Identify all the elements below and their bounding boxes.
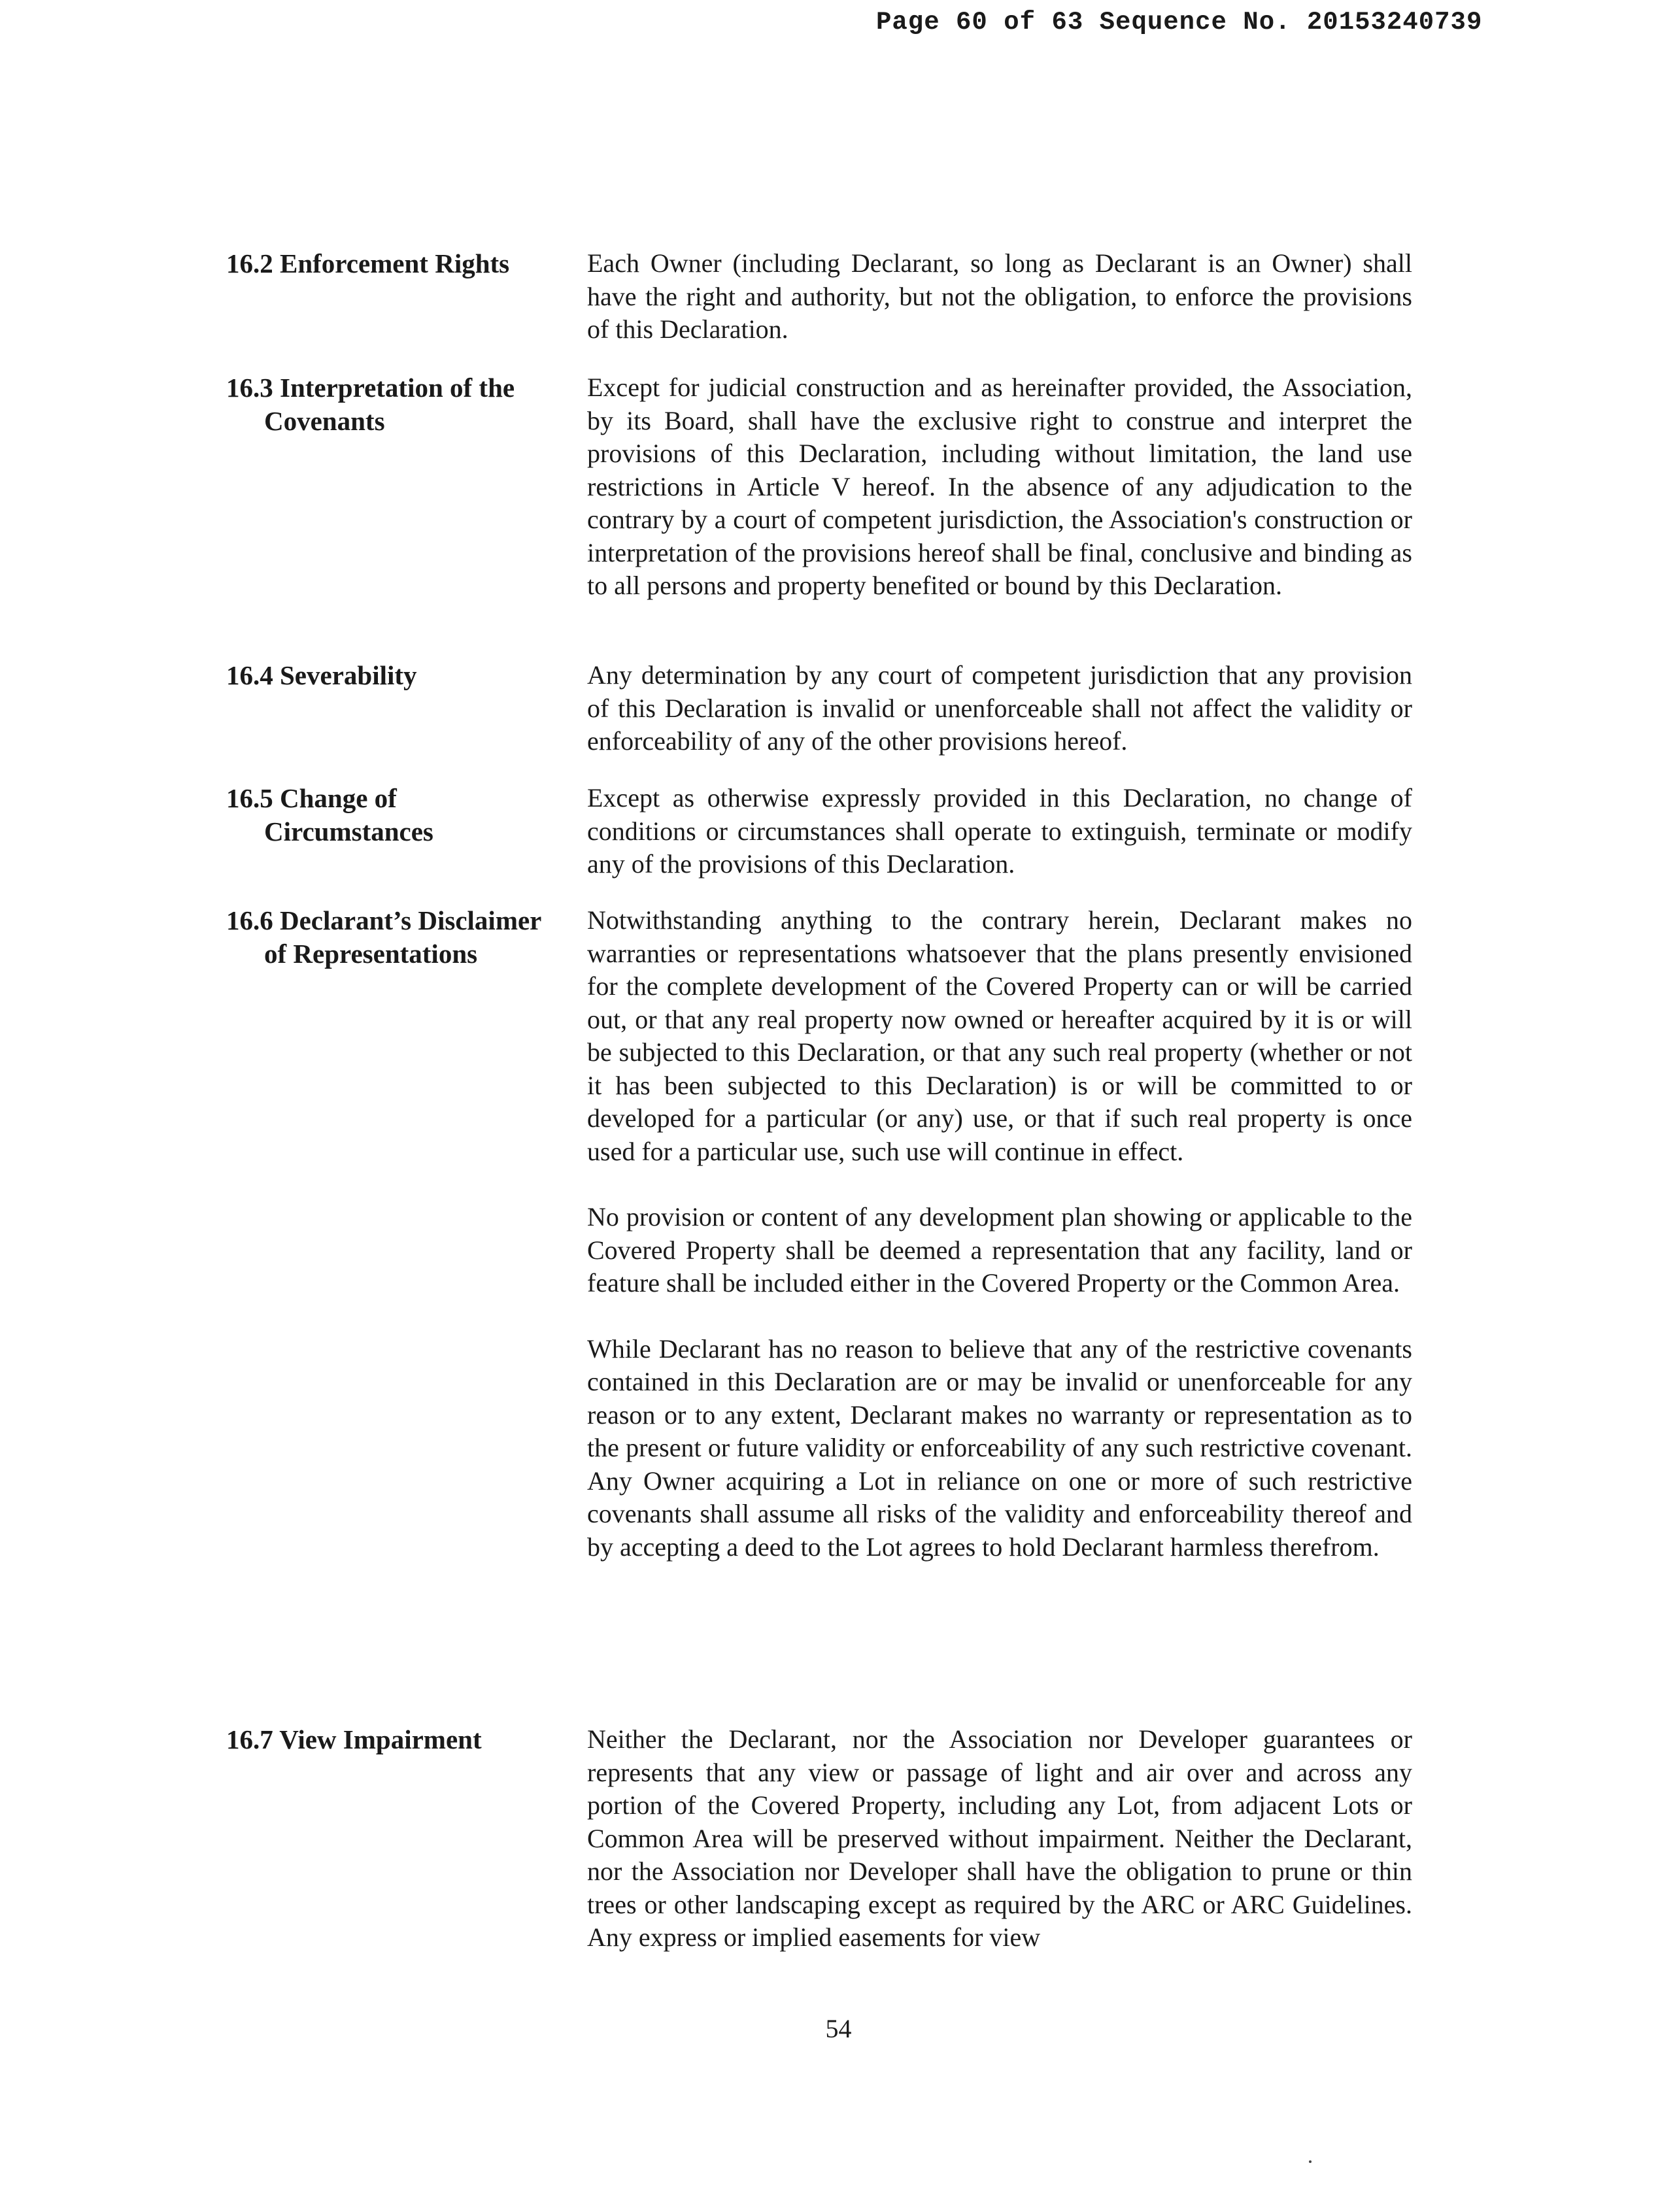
- paragraph: While Declarant has no reason to believe that any of the restrictive covenants contained in this Declaration are or may be invalid or unenforceable for any reason or to any extent, Declarant makes no warranty or representation as to the present or future validity or enforceability of any such restrictive covenant. Any Owner acquiring a Lot in reliance on one or more of such restrictive covenants shall assume all risks of the validity and enforceability thereof and by accepting a deed to the Lot agrees to hold Declarant harmless therefrom.: [587, 1333, 1412, 1562]
- section-heading: [226, 1723, 566, 1756]
- paragraph: Notwithstanding anything to the contrary herein, Declarant makes no warranties or representations whatsoever that the plans presently envisioned for the complete development of the Covered Property can or will be carried out, or that any real property now owned or hereafter acquired by it is or will be subjected to this Declaration, or that any such real property (whether or not it has been subjected to this Declaration) is or will be committed to or developed for a particular (or any) use, or that if such real property is once used for a particular use, such use will continue in effect.: [587, 905, 1412, 1166]
- section-body: [587, 1723, 1412, 1954]
- heading-line: 16.5 Change of: [226, 783, 397, 813]
- section-heading: [226, 659, 566, 692]
- section-heading: [226, 904, 566, 971]
- section-heading: [226, 371, 566, 438]
- section-heading: [226, 247, 566, 280]
- paragraph: Neither the Declarant, nor the Association nor Developer guarantees or represents that any view or passage of light and air over and across any portion of the Covered Property, including any Lot, from adjacent Lots or Common Area will be preserved without impairment. Neither the Declarant, nor the Association nor Developer shall have the obligation to prune or thin trees or other landscaping except as required by the ARC or ARC Guidelines. Any express or implied easements for view: [587, 1724, 1412, 1952]
- section-heading: [226, 782, 566, 848]
- paragraph: Except for judicial construction and as hereinafter provided, the Association, by its Board, shall have the exclusive right to construe and interpret the provisions of this Declaration, including without limitation, the land use restrictions in Article V hereof. In the absence of any adjudication to the contrary by a court of competent jurisdiction, the Association's construction or interpretation of the provisions hereof shall be final, conclusive and binding as to all persons and property benefited or bound by this Declaration.: [587, 373, 1412, 600]
- section-body: [587, 247, 1412, 346]
- heading-line: Covenants: [264, 406, 385, 436]
- scan-speck: [1309, 2160, 1312, 2163]
- heading-line: 16.2 Enforcement Rights: [226, 248, 510, 278]
- heading-line: 16.3 Interpretation of the: [226, 373, 515, 403]
- paragraph: Each Owner (including Declarant, so long as Declarant is an Owner) shall have the right and authority, but not the obligation, to enforce the provisions of this Declaration.: [587, 248, 1412, 344]
- section-body: [587, 371, 1412, 603]
- paragraph: Any determination by any court of competent jurisdiction that any provision of this Declaration is invalid or unenforceable shall not affect the validity or enforceability of any of the other provisions hereof.: [587, 660, 1412, 756]
- section-body: [587, 904, 1412, 1564]
- page-header: Page 60 of 63 Sequence No. 20153240739: [876, 8, 1483, 37]
- paragraph: Except as otherwise expressly provided in this Declaration, no change of conditions or circumstances shall operate to extinguish, terminate or modify any of the provisions of this Declaration.: [587, 783, 1412, 879]
- heading-line: 16.4 Severability: [226, 660, 417, 690]
- heading-line: 16.6 Declarant’s Disclaimer: [226, 905, 542, 935]
- page-number: 54: [825, 2014, 852, 2043]
- section-body: [587, 659, 1412, 758]
- paragraph: No provision or content of any development plan showing or applicable to the Covered Property shall be deemed a representation that any facility, land or feature shall be included either in the Covered Property or the Common Area.: [587, 1202, 1412, 1298]
- heading-line: of Representations: [264, 939, 478, 969]
- heading-line: 16.7 View Impairment: [226, 1724, 482, 1754]
- section-body: [587, 782, 1412, 881]
- heading-line: Circumstances: [264, 816, 433, 846]
